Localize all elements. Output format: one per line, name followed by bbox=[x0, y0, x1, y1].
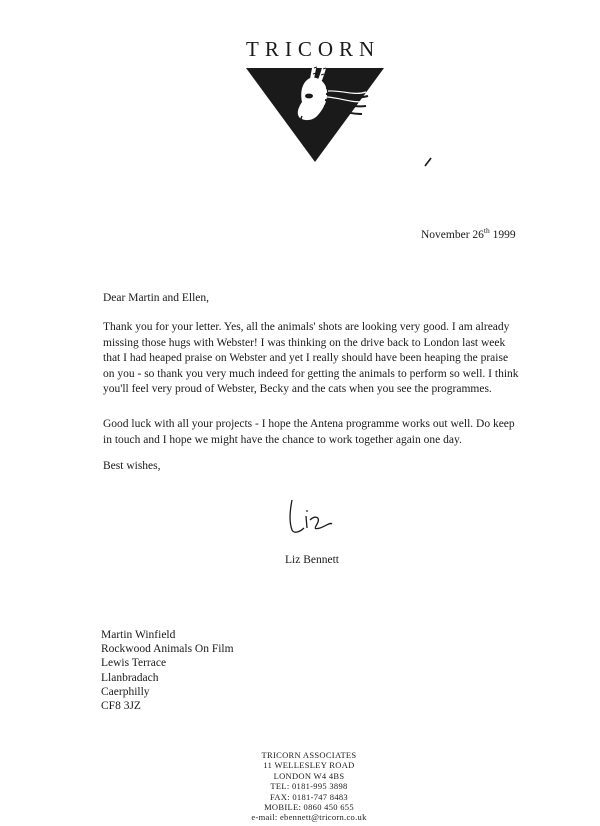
date-ordinal: th bbox=[483, 226, 490, 235]
address-line: Rockwood Animals On Film bbox=[101, 643, 234, 656]
body-paragraph-1: Thank you for your letter. Yes, all the animals' shots are looking very good. I am already missing those hugs with Webster! I was thinking on the drive back to London last week that I had heaped praise on Webster and yet I really should have been heaping the praise on you - so thank you very much indeed for getting the animals to perform so well. I think you'll feel very proud of Webster, Becky and the cats when you see the programmes. bbox=[103, 321, 519, 396]
address-line: Caerphilly bbox=[101, 685, 150, 698]
body-paragraph-2: Good luck with all your projects - I hope the Antena programme works out well. Do keep in touch and I hope we might have the chance to work together again one day. bbox=[103, 418, 515, 446]
recipient-address bbox=[101, 628, 234, 713]
footer-tel: TEL: 0181-995 3898 bbox=[270, 781, 348, 792]
footer-city: LONDON W4 4BS bbox=[273, 770, 345, 781]
letterhead-footer bbox=[244, 750, 374, 823]
signer-name: Liz Bennett bbox=[285, 554, 339, 566]
footer-fax: FAX: 0181-747 8483 bbox=[270, 791, 348, 802]
address-line: Martin Winfield bbox=[101, 629, 176, 641]
date-year: 1999 bbox=[489, 228, 516, 241]
footer-email: e-mail: ebennett@tricorn.co.uk bbox=[251, 812, 367, 823]
handwritten-signature bbox=[286, 494, 366, 538]
tricorn-logo-icon bbox=[240, 58, 390, 168]
date-text: November 26 bbox=[421, 228, 484, 241]
address-line: CF8 3JZ bbox=[101, 700, 141, 713]
closing: Best wishes, bbox=[103, 460, 161, 472]
address-line: Lewis Terrace bbox=[101, 657, 167, 670]
footer-company: TRICORN ASSOCIATES bbox=[261, 750, 357, 760]
letter-date bbox=[421, 226, 516, 241]
footer-mobile: MOBILE: 0860 450 655 bbox=[264, 802, 354, 813]
ink-mark-icon bbox=[424, 157, 432, 167]
company-wordmark: TRICORN bbox=[246, 37, 381, 61]
footer-street: 11 WELLESLEY ROAD bbox=[263, 760, 355, 771]
address-line: Llanbradach bbox=[101, 671, 159, 684]
salutation: Dear Martin and Ellen, bbox=[103, 292, 210, 304]
